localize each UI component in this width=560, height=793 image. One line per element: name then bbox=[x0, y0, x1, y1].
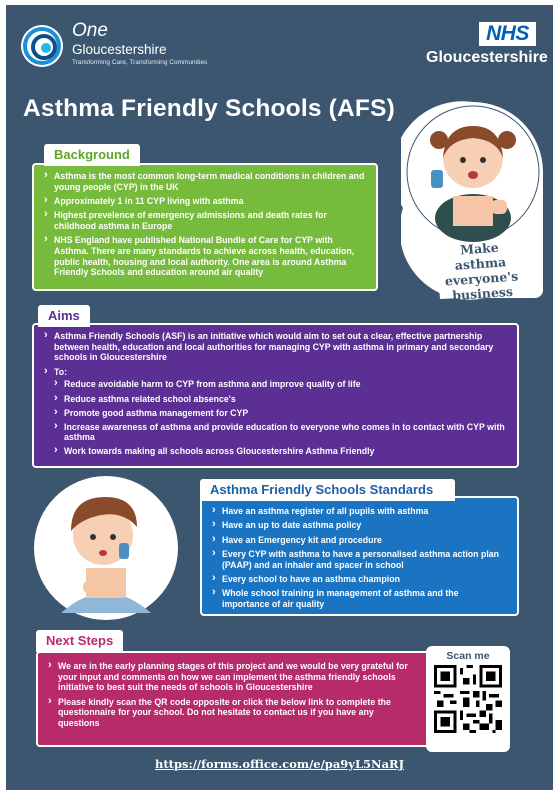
list-item: › NHS England have published National Bundle of Care for CYP with Asthma. There are many standards to achieve across health, education, public health, housing and local authority. One area is around Asthma Friendly Schools and education around air quality bbox=[44, 235, 366, 278]
make-asthma-badge bbox=[434, 238, 528, 304]
logo-glos-text: Gloucestershire bbox=[72, 42, 167, 57]
aims-list bbox=[44, 331, 507, 377]
one-gloucestershire-logo-icon bbox=[20, 24, 64, 68]
list-item: › Every CYP with asthma to have a personalised asthma action plan (PAAP) and an inhaler and spacer in school bbox=[212, 549, 507, 570]
logo-tagline: Transforming Care, Transforming Communities bbox=[72, 59, 208, 66]
badge-line-2: everyone's bbox=[444, 268, 519, 289]
list-item: › Approximately 1 in 11 CYP living with asthma bbox=[44, 196, 366, 207]
background-heading: Background bbox=[44, 144, 140, 166]
aims-to-label: › To: bbox=[44, 367, 507, 378]
list-item: › Promote good asthma management for CYP bbox=[54, 408, 507, 419]
nhs-region-text: Gloucestershire bbox=[426, 49, 548, 66]
list-item: › Have an asthma register of all pupils with asthma bbox=[212, 506, 507, 517]
list-item: › Have an up to date asthma policy bbox=[212, 520, 507, 531]
aims-sublist bbox=[44, 379, 507, 457]
list-item: › Asthma is the most common long-term medical conditions in children and young people (CYP) in the UK bbox=[44, 171, 366, 192]
list-item: › We are in the early planning stages of this project and we would be very grateful for your input and comments on how we can implement the asthma friendly schools initiative to best suit the needs of schools in Gloucestershire bbox=[48, 661, 409, 693]
qr-code-icon[interactable] bbox=[434, 665, 502, 733]
list-item: › Work towards making all schools across Gloucestershire Asthma Friendly bbox=[54, 446, 507, 457]
list-item: › Please kindly scan the QR code opposite or click the below link to complete the questionnaire for your school. Do not hesitate to contact us if you have any questions bbox=[48, 697, 409, 729]
background-list bbox=[44, 171, 366, 278]
qr-card[interactable] bbox=[426, 646, 510, 752]
list-item: › Have an Emergency kit and procedure bbox=[212, 535, 507, 546]
aims-intro: › Asthma Friendly Schools (ASF) is an initiative which would aim to set out a clear, effective partnership between health, education and local authorities for managing CYP with asthma in primary and secondary schools in Gloucestershire bbox=[44, 331, 507, 363]
list-item: › Increase awareness of asthma and provide education to everyone who comes in to contact with CYP with asthma bbox=[54, 422, 507, 443]
poster bbox=[6, 5, 553, 790]
badge-line-1: Make asthma bbox=[454, 239, 507, 273]
next-steps-heading: Next Steps bbox=[36, 630, 123, 652]
logo-one-text: One bbox=[72, 20, 108, 41]
standards-panel bbox=[200, 496, 519, 616]
standards-heading: Asthma Friendly Schools Standards bbox=[200, 479, 455, 501]
qr-title: Scan me bbox=[446, 650, 490, 662]
list-item: › Reduce avoidable harm to CYP from asthma and improve quality of life bbox=[54, 379, 507, 390]
nhs-logo: NHS bbox=[479, 22, 536, 46]
list-item: › Whole school training in management of asthma and the importance of air quality bbox=[212, 588, 507, 609]
list-item: › Highest prevelence of emergency admissions and death rates for childhood asthma in Europe bbox=[44, 210, 366, 231]
badge-line-3: business bbox=[451, 283, 514, 304]
aims-heading: Aims bbox=[38, 305, 90, 327]
standards-list bbox=[212, 506, 507, 610]
list-item: › Every school to have an asthma champion bbox=[212, 574, 507, 585]
questionnaire-link[interactable]: https://forms.office.com/e/pa9yL5NaRJ bbox=[154, 757, 405, 771]
background-panel bbox=[32, 163, 378, 291]
list-item: › Reduce asthma related school absence's bbox=[54, 394, 507, 405]
next-steps-list bbox=[48, 661, 409, 729]
aims-panel bbox=[32, 323, 519, 468]
boy-with-inhaler-icon bbox=[31, 473, 181, 623]
page-title: Asthma Friendly Schools (AFS) bbox=[23, 95, 395, 122]
